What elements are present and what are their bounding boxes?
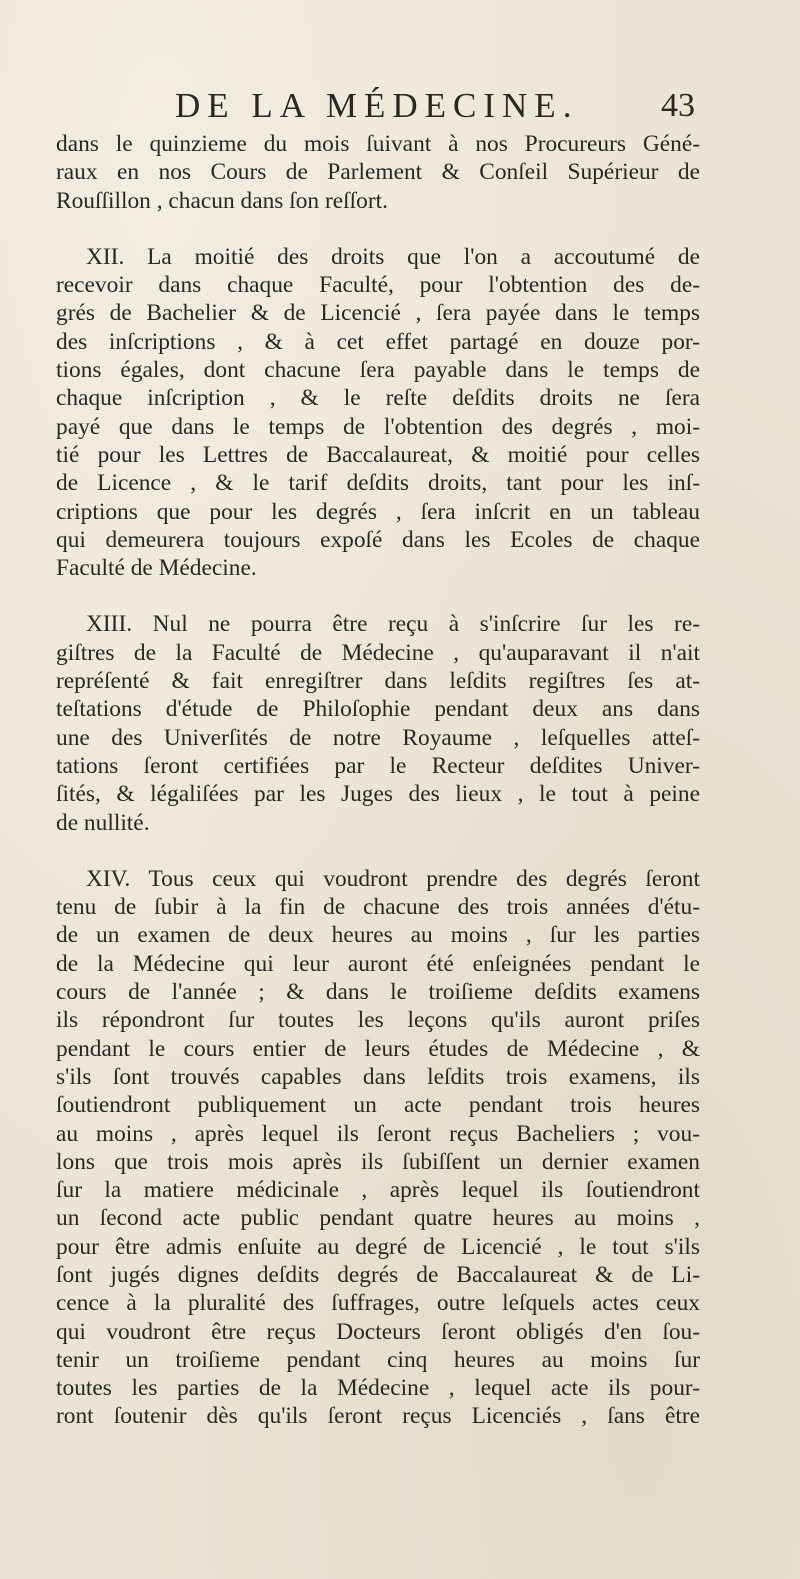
text-line: tié pour les Lettres de Baccalaureat, & moitié pour celles	[56, 441, 700, 468]
text-line: au moins , après lequel ils ſeront reçus Bacheliers ; vou-	[56, 1120, 700, 1147]
text-line: pour être admis enſuite au degré de Licencié , le tout s'ils	[56, 1233, 700, 1260]
text-line: qui voudront être reçus Docteurs ſeront obligés d'en ſou-	[56, 1318, 700, 1345]
text-line: de la Médecine qui leur auront été enſeignées pendant le	[56, 950, 700, 977]
text-line: giſtres de la Faculté de Médecine , qu'auparavant il n'ait	[56, 639, 700, 666]
text-line: payé que dans le temps de l'obtention des degrés , moi-	[56, 413, 700, 440]
text-line: raux en nos Cours de Parlement & Conſeil Supérieur de	[56, 159, 700, 186]
text-line: de un examen de deux heures au moins , ſur les parties	[56, 922, 700, 949]
text-line: un ſecond acte public pendant quatre heures au moins ,	[56, 1205, 700, 1232]
text-line: ſoutiendront publiquement un acte pendant trois heures	[56, 1092, 700, 1119]
text-line: tenu de ſubir à la fin de chacune des trois années d'étu-	[56, 894, 700, 921]
running-title: DE LA MÉDECINE.	[175, 86, 579, 125]
text-line: des inſcriptions , & à cet effet partagé en douze por-	[56, 328, 700, 355]
text-line: Rouſſillon , chacun dans ſon reſſort.	[56, 187, 388, 214]
paragraph-article-xiv	[56, 865, 700, 1431]
text-line: de Licence , & le tarif deſdits droits, tant pour les inſ-	[56, 470, 700, 497]
text-line: qui demeurera toujours expoſé dans les Ecoles de chaque	[56, 526, 700, 553]
text-line: s'ils ſont trouvés capables dans leſdits trois examens, ils	[56, 1063, 700, 1090]
paragraph-article-xii	[56, 243, 700, 583]
text-line: cours de l'année ; & dans le troiſieme deſdits examens	[56, 979, 700, 1006]
paragraph-continuation	[56, 130, 700, 215]
text-line: cence à la pluralité des ſuffrages, outre leſquels actes ceux	[56, 1290, 700, 1317]
text-line: XIII. Nul ne pourra être reçu à s'inſcrire ſur les re-	[86, 611, 700, 638]
text-line: criptions que pour les degrés , ſera inſcrit en un tableau	[56, 498, 700, 525]
text-line: tenir un troiſieme pendant cinq heures au moins ſur	[56, 1346, 700, 1373]
page-number: 43	[661, 87, 695, 124]
text-line: recevoir dans chaque Faculté, pour l'obtention des de-	[56, 272, 700, 299]
text-line: ront ſoutenir dès qu'ils ſeront reçus Licenciés , ſans être	[56, 1403, 700, 1430]
page-header	[175, 86, 695, 126]
text-line: chaque inſcription , & le reſte deſdits droits ne ſera	[56, 385, 700, 412]
text-line: tations ſeront certifiées par le Recteur deſdites Univer-	[56, 752, 700, 779]
text-line: ſont jugés dignes deſdits degrés de Baccalaureat & de Li-	[56, 1261, 700, 1288]
text-line: pendant le cours entier de leurs études de Médecine , &	[56, 1035, 700, 1062]
text-line: ils répondront ſur toutes les leçons qu'ils auront priſes	[56, 1007, 700, 1034]
text-line: repréſenté & fait enregiſtrer dans leſdits regiſtres ſes at-	[56, 668, 700, 695]
text-line: ſur la matiere médicinale , après lequel ils ſoutiendront	[56, 1177, 700, 1204]
text-line: toutes les parties de la Médecine , lequel acte ils pour-	[56, 1375, 700, 1402]
text-line: XIV. Tous ceux qui voudront prendre des degrés ſeront	[86, 865, 700, 892]
text-line: Faculté de Médecine.	[56, 555, 257, 582]
text-line: dans le quinzieme du mois ſuivant à nos Procureurs Géné-	[56, 131, 700, 157]
text-line: teſtations d'étude de Philoſophie pendant deux ans dans	[56, 696, 700, 723]
text-line: lons que trois mois après ils ſubiſſent un dernier examen	[56, 1148, 700, 1175]
text-line: XII. La moitié des droits que l'on a accoutumé de	[86, 243, 700, 270]
page-text	[56, 130, 700, 1431]
text-line: de nullité.	[56, 809, 150, 836]
text-line: ſités, & légaliſées par les Juges des lieux , le tout à peine	[56, 781, 700, 808]
text-line: grés de Bachelier & de Licencié , ſera payée dans le temps	[56, 300, 700, 327]
text-line: une des Univerſités de notre Royaume , leſquelles atteſ-	[56, 724, 700, 751]
text-line: tions égales, dont chacune ſera payable dans le temps de	[56, 357, 700, 384]
paragraph-article-xiii	[56, 610, 700, 836]
